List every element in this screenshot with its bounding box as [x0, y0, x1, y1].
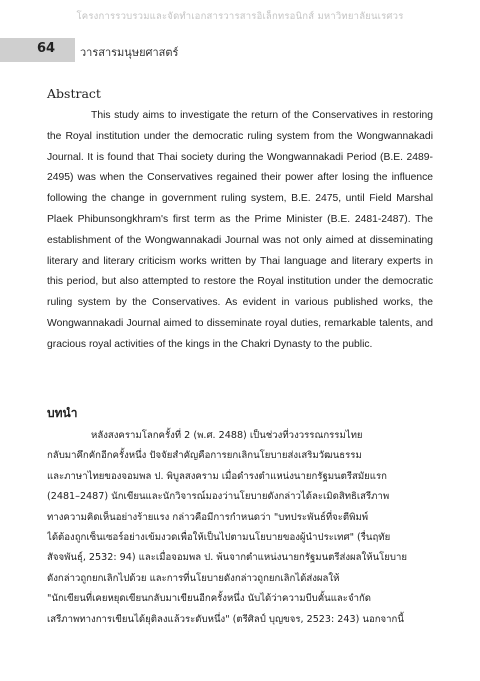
introduction-paragraph — [47, 426, 433, 630]
intro-line: เสรีภาพทางการเขียนได้ยุติลงแล้วระดับหนึ่ง" (ตรีศิลป์ บุญขจร, 2523: 243) นอกจากนี้ — [47, 613, 404, 625]
intro-line: (2481–2487) นักเขียนและนักวิจารณ์มองว่านโยบายดังกล่าวได้ละเมิดสิทธิเสรีภาพ — [47, 491, 390, 503]
intro-line: "นักเขียนที่เคยหยุดเขียนกลับมาเขียนอีกครั้งหนึ่ง นับได้ว่าความบีบคั้นและจำกัด — [47, 593, 371, 605]
intro-line: กลับมาคึกคักอีกครั้งหนึ่ง ปัจจัยสำคัญคือการยกเลิกนโยบายส่งเสริมวัฒนธรรม — [47, 450, 362, 462]
intro-line: ทางความคิดเห็นอย่างร้ายแรง กล่าวคือมีการกำหนดว่า "บทประพันธ์ที่จะตีพิมพ์ — [47, 511, 369, 523]
intro-line: ได้ต้องถูกเซ็นเซอร์อย่างเข้มงวดเพื่อให้เป็นไปตามนโยบายของผู้นำประเทศ" (รื่นฤทัย — [47, 532, 391, 544]
header-watermark: โครงการรวบรวมและจัดทำเอกสารวารสารอิเล็กทรอนิกส์ มหาวิทยาลัยนเรศวร — [76, 11, 404, 22]
page-number-box — [0, 38, 75, 62]
intro-line: ดังกล่าวถูกยกเลิกไปด้วย และการที่นโยบายดังกล่าวถูกยกเลิกได้ส่งผลให้ — [47, 572, 340, 584]
intro-line: และภาษาไทยของจอมพล ป. พิบูลสงคราม เมื่อดำรงตำแหน่งนายกรัฐมนตรีสมัยแรก — [47, 470, 387, 482]
running-header — [0, 38, 480, 62]
intro-line: สัจจพันธุ์, 2532: 94) และเมื่อจอมพล ป. พ้นจากตำแหน่งนายกรัฐมนตรีส่งผลให้นโยบาย — [47, 552, 407, 564]
intro-line: หลังสงครามโลกครั้งที่ 2 (พ.ศ. 2488) เป็นช่วงที่วงวรรณกรรมไทย — [91, 430, 363, 441]
abstract-paragraph — [47, 106, 433, 356]
abstract-text: This study aims to investigate the return of the Conservatives in restoring the Royal institution under the democratic ruling system from the Wongwannakadi Journal. It is found that Thai society during the Wongwannakadi Period (B.E. 2489-2495) was when the Conservatives regained their power after losing the influence following the change in government ruling system, B.E. 2475, until Field Marshal Plaek Phibunsongkhram's first term as the Prime Minister (B.E. 2481-2487). The establishment of the Wongwannakadi Journal was not only aimed at disseminating literary and literary criticism works written by Thai language and literary experts in this period, but also attempted to restore the Royal institution under the democratic ruling system by the Conservatives. As evident in various published works, the Wongwannakadi Journal aimed to disseminate royal duties, remarkable talents, and gracious royal activities of the kings in the Chakri Dynasty to the public. — [47, 110, 433, 350]
abstract-heading: Abstract — [47, 86, 101, 101]
introduction-heading: บทนำ — [47, 406, 78, 420]
page-number: 64 — [37, 41, 56, 56]
journal-name: วารสารมนุษยศาสตร์ — [80, 46, 179, 59]
